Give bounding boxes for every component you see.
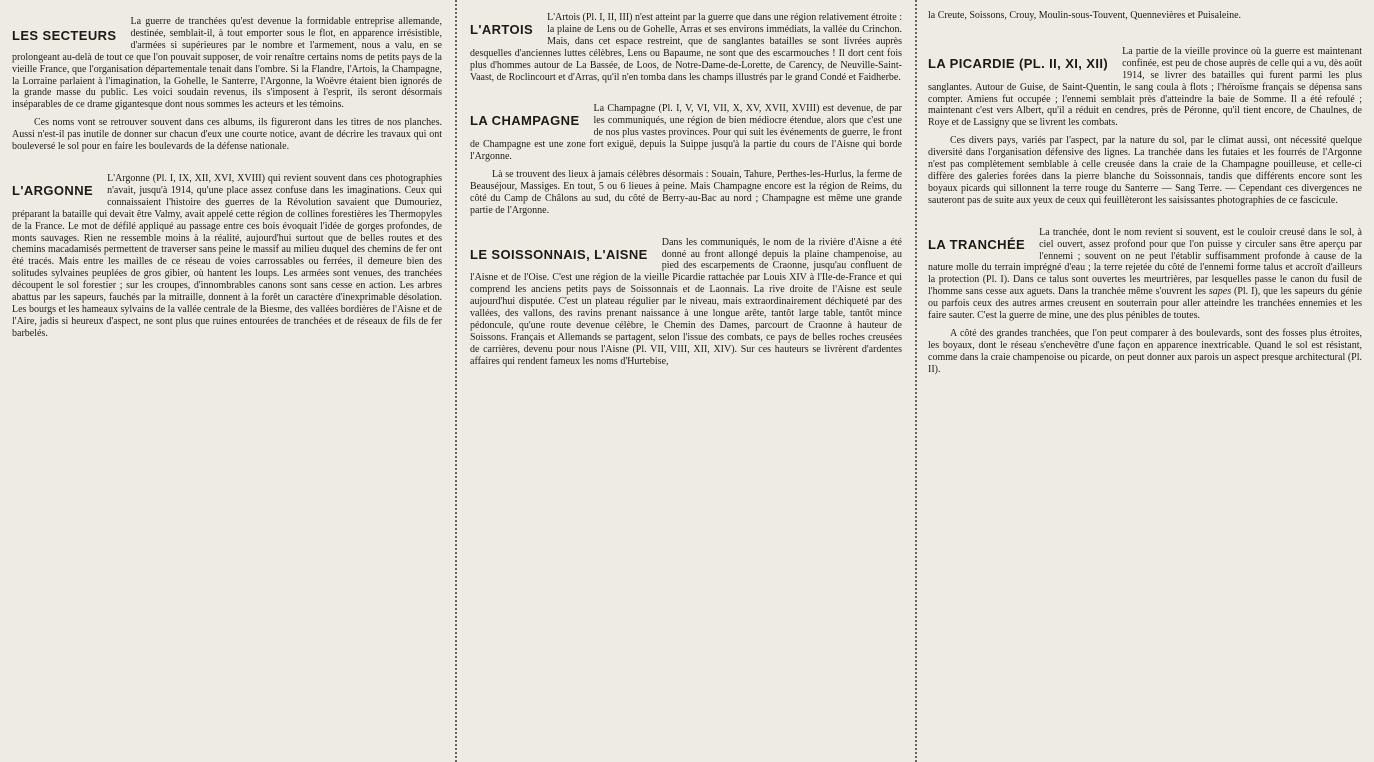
column-divider [915,0,918,762]
section-heading: LA TRANCHÉE [928,236,1026,252]
section-picardie [928,46,1362,207]
continued-text: la Creute, Soissons, Crouy, Moulin-sous-Touvent, Quennevières et Puisaleine. [928,10,1242,21]
paragraph: Dans les communiqués, le nom de la rivière d'Aisne a été donné au front allongé depuis la plaine champenoise, au pied des escarpements de Craonne, jusqu'au confluent de l'Aisne et de l'Oise. C'est une région de la vieille Picardie rattachée par Louis XIV à l'Ile-de-France et qui comprend les anciens petits pays de Soissonnais et de Laonnais. La rive droite de l'Aisne est seule aujourd'hui disputée. C'est un plateau régulier par le niveau, mais extraordinairement déchiqueté par des vallées, des vallons, des ravins prenant naissance à une longue arête, tantôt large table, tantôt mince pédoncule, qu'une route devenue célèbre, le Chemin des Dames, parcourt de Craonne à hauteur de Soissons. Français et Allemands se partagent, selon l'issue des combats, ce pays de belles roches creusées de carrières, devenu pour nous l'Aisne (Pl. VII, VIII, XII, XIV). Sur ces hauteurs se livrèrent d'ardentes affaires qui rendent fameux les noms d'Hurtebise, [470,236,902,367]
section-heading: LA CHAMPAGNE [470,113,580,129]
section-heading: L'ARTOIS [470,22,534,37]
section-heading: L'ARGONNE [12,182,94,198]
section-artois [470,12,902,83]
paragraph: Là se trouvent des lieux à jamais célèbres désormais : Souain, Tahure, Perthes-les-Hurlus, la ferme de Beauséjour, Massiges. En tout, 5 ou 6 lieues à peine. Mais Champagne encore est la région de Reims, du côté du Camp de Châlons au sud, du côté de Berry-au-Bac au nord ; Champagne est même une grande partie de l'Argonne. [470,168,902,216]
section-argonne [12,173,442,340]
column-3 [928,10,1362,762]
paragraph: La guerre de tranchées qu'est devenue la formidable entreprise allemande, destinée, semblait-il, à tout emporter sous le flot, en apparence irrésistible, d'armées si supérieures par le nombre et l'armement, nous a valu, en se prolongeant au-delà de tout ce que l'on pouvait supposer, de voir renaître certains noms de petits pays de la vieille France, que l'organisation départementale tenait dans l'ombre. Si la Flandre, l'Artois, la Champagne, la Lorraine parlaient à l'imagination, la Gohelle, le Santerre, l'Argonne, la Woëvre étaient bien ignorés de la grande masse du public. Les voici soudain revenus, ils s'imposent à l'esprit, ils seront désormais inséparables de ce drame gigantesque dont nous sommes les acteurs et les témoins. [12,16,442,111]
section-heading: LE SOISSONNAIS, L'AISNE [470,246,648,262]
column-2 [470,12,902,762]
paragraph: A côté des grandes tranchées, que l'on peut comparer à des boulevards, sont des fosses plus étroites, les boyaux, dont le réseau s'enchevêtre d'une façon en apparence inextricable. Quand le sol est résistant, comme dans la craie champenoise ou picarde, on peut donner aux parois un aspect presque architectural (Pl. II). [928,327,1362,375]
section-heading: LES SECTEURS [12,28,117,43]
paragraph: La Champagne (Pl. I, V, VI, VII, X, XV, XVII, XVIII) est devenue, de par les communiqués, une région de bien médiocre étendue, alors que c'est une de nos plus vastes provinces. Pour qui suit les événements de guerre, le front de Champagne est une zone fort exiguë, depuis la Suippe jusqu'à la partie du cours de l'Aisne qui borde l'Argonne. [470,103,902,163]
section-soissonnais-aisne [470,237,902,368]
paragraph: La partie de la vieille province où la guerre est maintenant confinée, est peu de chose auprès de celle qui a vu, dès août 1914, se livrer des batailles qui furent parmi les plus sanglantes. Autour de Guise, de Saint-Quentin, le sang coula à flots ; l'héroïsme français se dépensa sans compter. Amiens fut occupée ; l'ennemi semblait près d'atteindre la baie de Somme. Il a été refoulé ; maintenant c'est vers Albert, qu'il a réduit en cendres, près de Péronne, qu'il tient encore, de Chaulnes, de Roye et de Lassigny que se livrent les combats. [928,45,1362,129]
paragraph-text: (Pl. I), que les sapeurs du génie ou parfois ceux des autres armes creusent en souterrain pour aller atteindre les tranchées ennemies et les faire sauter. C'est la guerre de mine, une des plus pénibles de toutes. [928,286,1363,322]
paragraph: Ces divers pays, variés par l'aspect, par la nature du sol, par le climat aussi, ont nécessité quelque diversité dans l'organisation défensive des lignes. La tranchée dans les futaies et les fourrés de l'Argonne n'est pas complètement semblable à celle creusée dans la craie de la Champagne pouilleuse, et celle-ci diffère des galeries forées dans la pierre blanche du Soissonnais, tandis que différents encore sont les boyaux picards qui sillonnent la terre rouge du Santerre — Sang Terre. — Cependant ces divergences ne sauteront pas de suite aux yeux de ceux qui feuillèteront les saisissantes photographies de ce fascicule. [928,135,1362,206]
paragraph-text: La tranchée, dont le nom revient si souvent, est le couloir creusé dans le sol, à ciel ouvert, assez profond pour que l'on puisse y circuler sans être aperçu par l'ennemi ; souvent on ne peut l'établir suffisamment profonde à cause de la nature molle du terrain imprégné d'eau ; la terre rejetée du côté de l'ennemi forme talus et accroît d'ailleurs la protection (Pl. I). Dans ce talus sont ouvertes les meurtrières, par lesquelles passe le canon du fusil de l'homme sans cesse aux aguets. Dans la tranchée même s'ouvrent les [928,226,1362,298]
paragraph: Ces noms vont se retrouver souvent dans ces albums, ils figureront dans les titres de nos planches. Aussi n'est-il pas inutile de donner sur chacun d'eux une courte notice, avant de décrire les travaux qui ont bouleversé le sol pour en faire les boulevards de la défense nationale. [12,117,442,153]
column-divider [455,0,458,762]
section-champagne [470,103,902,216]
section-les-secteurs [12,16,442,153]
column-1 [12,16,442,762]
section-tranchee [928,227,1362,376]
italic-term: sapes [1208,286,1232,298]
paragraph: L'Argonne (Pl. I, IX, XII, XVI, XVIII) qui revient souvent dans ces photographies n'avait, jusqu'à 1914, qu'une place assez confuse dans les imaginations. Ceux qui connaissaient l'histoire des guerres de la Révolution savaient que Dumouriez, préparant la bataille qui devait être Valmy, avait appelé cette région de collines forestières les Thermopyles de la France. Le mot de défilé appliqué au passage entre ces bois évoquait l'idée de gorges profondes, de monts sauvages. Rien ne ressemble moins à la réalité, aujourd'hui surtout que de belles routes et des chemins macadamisés permettent de traverser sans peine le massif au milieu duquel des chemins de fer ont été tracés. Mais entre les mailles de ce réseau de voies carrossables ou ferrées, il demeure bien des solitudes sylvaines peuplées de gros gibier, où hantent les loups. Les armées sont venues, des tranchées découpent le sol forestier ; sur les croupes, d'innombrables canons sont sans cesse en action. Les arbres abattus par les sapeurs, fauchés par la mitraille, donnent à la forêt un caractère d'inexprimable désolation. Les bourgs et les hameaux sylvains de la vallée centrale de la Biesme, des vallées bordières de l'Aisne et de l'Aire, jadis si heureux d'aspect, ne sont plus que ruines entourées de tranchées et de réseaux de fils de fer barbelés. [12,172,442,339]
section-heading: LA PICARDIE (PL. II, XI, XII) [928,55,1109,71]
paragraph: L'Artois (Pl. I, II, III) n'est atteint par la guerre que dans une région relativement étroite : la plaine de Lens ou de Gohelle, Arras et ses environs immédiats, la vallée du Crinchon. Mais, dans cet espace restreint, que de sanglantes batailles se sont livrées auprès desquelles d'anciennes luttes célèbres, Lens ou Bapaume, ne sont que des escarmouches ! Il dort cent fois plus d'hommes autour de La Bassée, de Loos, de Notre-Dame-de-Lorette, de Carency, de Neuville-Saint-Vaast, de Roclincourt et d'Arras, qu'il n'en tomba dans les champs illustrés par le grand Condé et Faidherbe. [470,12,902,83]
